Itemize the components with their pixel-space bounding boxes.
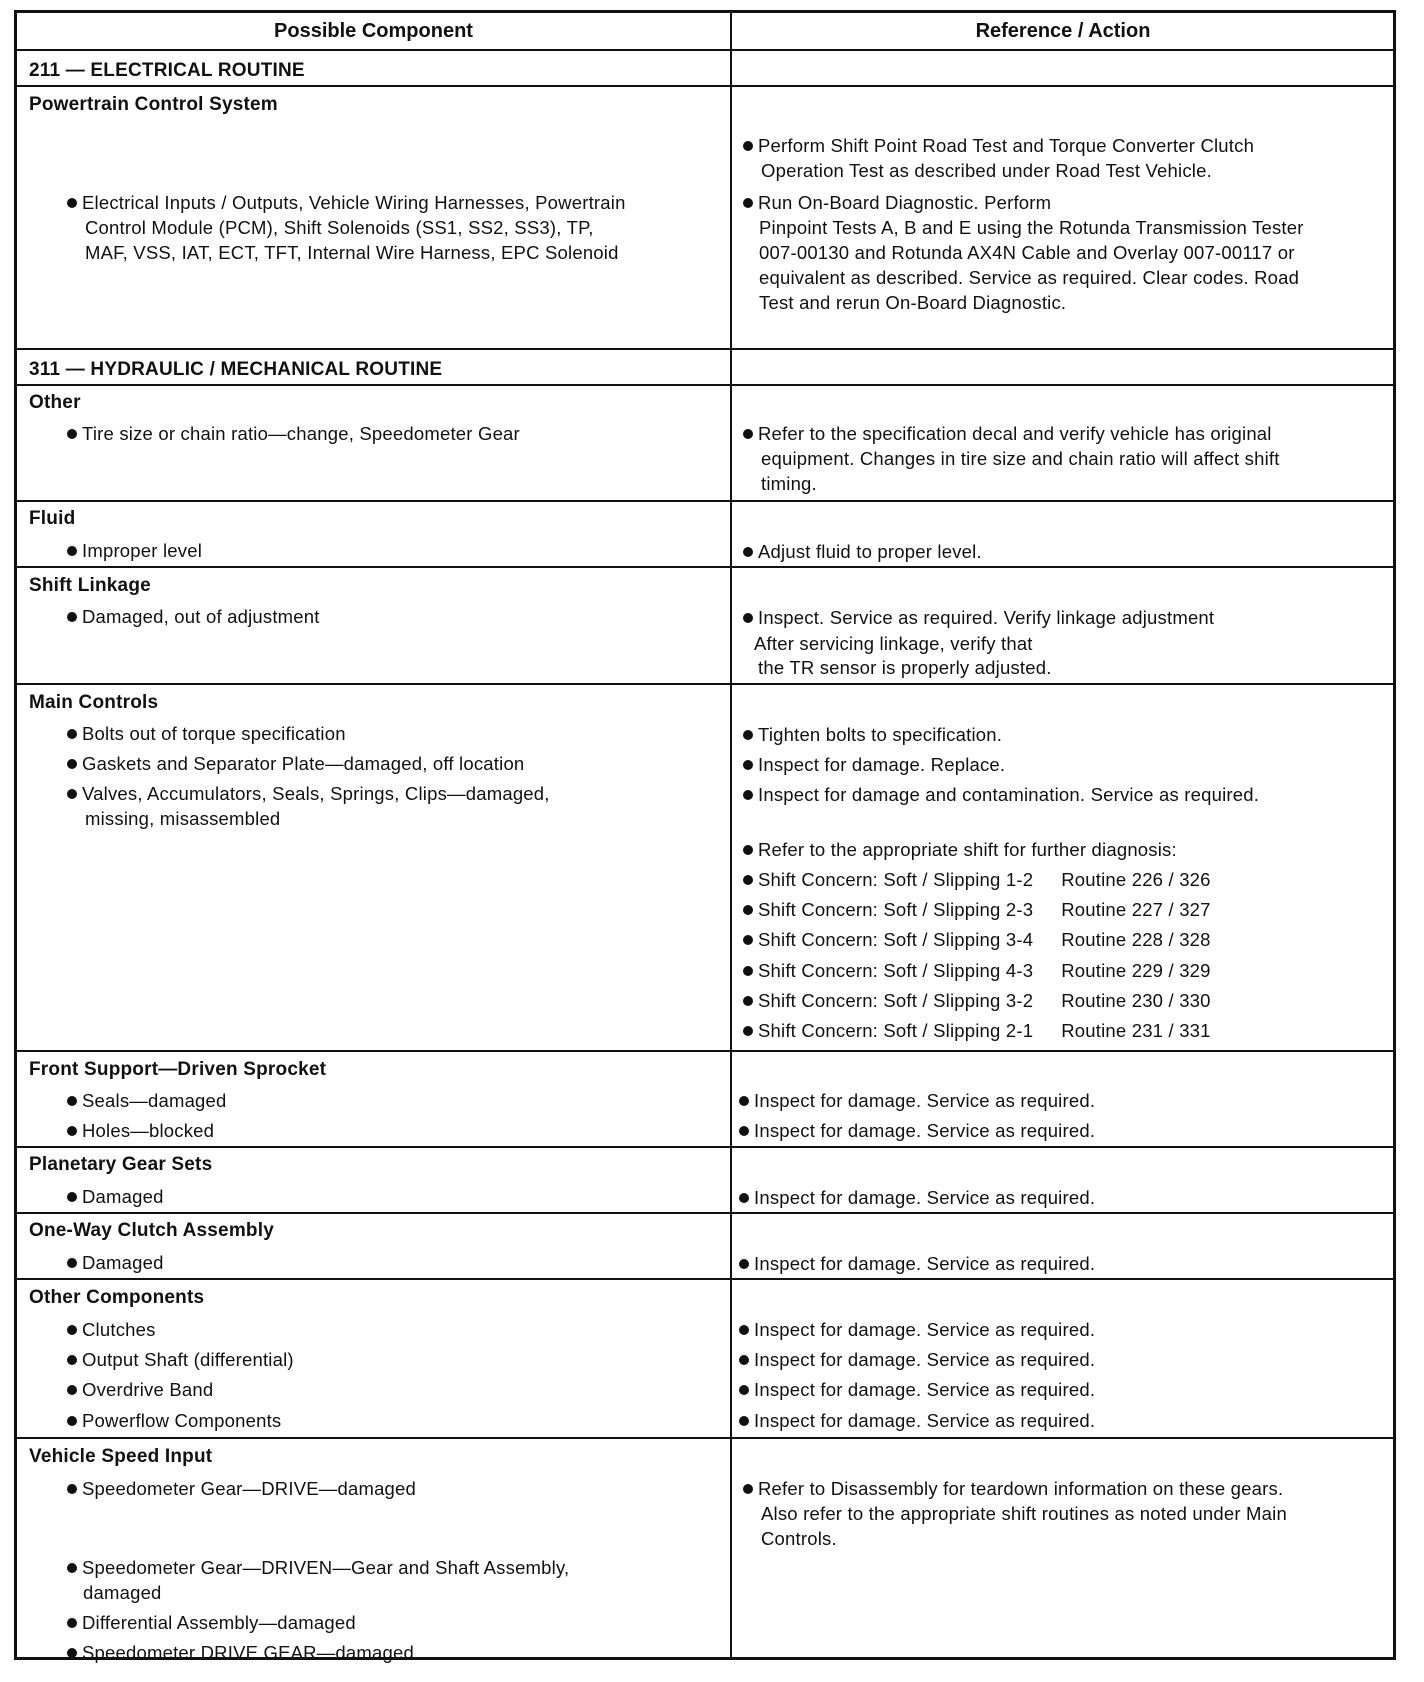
bullet-icon: [739, 1193, 749, 1203]
header-left: Possible Component: [274, 20, 473, 42]
bullet-icon: [743, 141, 753, 151]
row-powertrain: Powertrain Control System Electrical Inputs / Outputs, Vehicle Wiring Harnesses, Powertrain Control Module (PCM), Shift Solenoids (SS1, SS2, SS3), TP, MAF, VSS, IAT, ECT, TFT, Internal Wire Harness, EPC Solenoid Perform Shift Point Road Test and Torque Converter Clutch Operation Test as described under Road Test Vehicle. Run On-Board Diagnostic. Perform Pinpoint Tests A, B and E using the Rotunda Transmission Tester 007-00130 and Rotunda AX4N Cable and Overlay 007-00117 or equivalent as described. Service as required. Clear codes. Road Test and rerun On-Board Diagnostic.: [17, 85, 1393, 348]
list-item: Damaged, out of adjustment: [67, 604, 320, 629]
shift-routine-item: Shift Concern: Soft / Slipping 4-3 Routine 229 / 329: [743, 958, 1211, 983]
list-item: Improper level: [67, 538, 202, 563]
action-item: Adjust fluid to proper level.: [743, 539, 982, 564]
action-item: Refer to Disassembly for teardown information on these gears.: [743, 1476, 1283, 1501]
list-item: Powerflow Components: [67, 1408, 281, 1433]
bullet-icon: [739, 1355, 749, 1365]
bullet-icon: [743, 429, 753, 439]
bullet-icon: [743, 935, 753, 945]
bullet-icon: [743, 1484, 753, 1494]
section-title: 311 — HYDRAULIC / MECHANICAL ROUTINE: [29, 359, 443, 380]
action-item: Inspect. Service as required. Verify linkage adjustment: [743, 605, 1214, 630]
bullet-icon: [67, 1096, 77, 1106]
action-item: Inspect for damage. Service as required.: [739, 1118, 1095, 1143]
bullet-icon: [67, 429, 77, 439]
bullet-icon: [743, 198, 753, 208]
bullet-icon: [743, 875, 753, 885]
group-title: Planetary Gear Sets: [29, 1154, 213, 1175]
list-item: Electrical Inputs / Outputs, Vehicle Wiring Harnesses, Powertrain: [67, 190, 626, 215]
diagnosis-table: [14, 10, 1396, 1663]
table-header: [17, 13, 1393, 49]
bullet-icon: [67, 1126, 77, 1136]
section-title: 211 — ELECTRICAL ROUTINE: [29, 60, 305, 81]
row-main-controls: Main Controls Bolts out of torque specification Gaskets and Separator Plate—damaged, off location Valves, Accumulators, Seals, Springs, Clips—damaged, missing, misassembled Tighten bolts to specification. Inspect for damage. Replace. Inspect for damage and contamination. Service as required. Refer to the appropriate shift for further diagnosis: Shift Concern: Soft / Slipping 1-2 Routine 226 / 326 Shift Concern: Soft / Slipping 2-3 Routine 227 / 327 Shift Concern: Soft / Slipping 3-4 Routine 228 / 328 Shift Concern: Soft / Slipping 4-3 Routine 229 / 329 Shift Concern: Soft / Slipping 3-2 Routine 230 / 330 Shift Concern: Soft / Slipping 2-1 Routine 231 / 331: [17, 683, 1393, 1050]
bullet-icon: [67, 789, 77, 799]
bullet-icon: [67, 759, 77, 769]
bullet-icon: [743, 547, 753, 557]
row-front-support: [17, 1050, 1393, 1146]
row-other: Other Tire size or chain ratio—change, Speedometer Gear Refer to the specification decal and verify vehicle has original equipment. Changes in tire size and chain ratio will affect shift timing.: [17, 384, 1393, 500]
section-311: [17, 348, 1393, 384]
list-item: Holes—blocked: [67, 1118, 214, 1143]
shift-routine-item: Shift Concern: Soft / Slipping 2-1 Routine 231 / 331: [743, 1018, 1211, 1043]
action-item: Inspect for damage. Service as required.: [739, 1185, 1095, 1210]
group-title: Shift Linkage: [29, 575, 151, 596]
list-item: Tire size or chain ratio—change, Speedometer Gear: [67, 421, 520, 446]
bullet-icon: [739, 1325, 749, 1335]
row-fluid: [17, 500, 1393, 566]
row-one-way-clutch: [17, 1212, 1393, 1278]
list-item: Speedometer Gear—DRIVE—damaged: [67, 1476, 416, 1501]
list-item: Damaged: [67, 1250, 164, 1275]
bullet-icon: [67, 1355, 77, 1365]
group-title: Vehicle Speed Input: [29, 1446, 213, 1467]
bullet-icon: [743, 966, 753, 976]
shift-routine-item: Shift Concern: Soft / Slipping 3-4 Routine 228 / 328: [743, 927, 1211, 952]
action-item: Tighten bolts to specification.: [743, 722, 1002, 747]
bullet-icon: [67, 612, 77, 622]
list-item: Valves, Accumulators, Seals, Springs, Clips—damaged,: [67, 781, 550, 806]
group-title: Powertrain Control System: [29, 94, 278, 115]
bullet-icon: [743, 613, 753, 623]
list-item: Clutches: [67, 1317, 156, 1342]
action-item: Refer to the specification decal and verify vehicle has original: [743, 421, 1272, 446]
shift-routine-item: Shift Concern: Soft / Slipping 3-2 Routine 230 / 330: [743, 988, 1211, 1013]
shift-routine-item: Shift Concern: Soft / Slipping 1-2 Routine 226 / 326: [743, 867, 1211, 892]
list-item-cont: Control Module (PCM), Shift Solenoids (SS1, SS2, SS3), TP,: [85, 217, 594, 238]
list-item: Damaged: [67, 1184, 164, 1209]
bullet-icon: [743, 760, 753, 770]
action-item: Inspect for damage. Service as required.: [739, 1377, 1095, 1402]
bullet-icon: [67, 546, 77, 556]
row-shift-linkage: Shift Linkage Damaged, out of adjustment Inspect. Service as required. Verify linkage adjustment After servicing linkage, verify that the TR sensor is properly adjusted.: [17, 566, 1393, 683]
action-item: Inspect for damage. Service as required.: [739, 1088, 1095, 1113]
bullet-icon: [67, 1648, 77, 1658]
list-item: Speedometer DRIVE GEAR—damaged: [67, 1640, 414, 1665]
bullet-icon: [67, 1618, 77, 1628]
bullet-icon: [67, 1325, 77, 1335]
list-item: Seals—damaged: [67, 1088, 227, 1113]
bullet-icon: [739, 1096, 749, 1106]
row-planetary: [17, 1146, 1393, 1212]
bullet-icon: [67, 1192, 77, 1202]
action-item: Inspect for damage and contamination. Service as required.: [743, 782, 1259, 807]
group-title: Front Support—Driven Sprocket: [29, 1059, 327, 1080]
bullet-icon: [739, 1259, 749, 1269]
action-item: Refer to the appropriate shift for further diagnosis:: [743, 837, 1177, 862]
action-item: Inspect for damage. Service as required.: [739, 1347, 1095, 1372]
list-item: Gaskets and Separator Plate—damaged, off location: [67, 751, 524, 776]
bullet-icon: [67, 729, 77, 739]
bullet-icon: [739, 1385, 749, 1395]
action-item: Inspect for damage. Service as required.: [739, 1251, 1095, 1276]
group-title: Main Controls: [29, 692, 159, 713]
bullet-icon: [739, 1126, 749, 1136]
bullet-icon: [67, 1258, 77, 1268]
row-other-components: [17, 1278, 1393, 1437]
bullet-icon: [743, 730, 753, 740]
row-vehicle-speed-input: Vehicle Speed Input Speedometer Gear—DRIVE—damaged Speedometer Gear—DRIVEN—Gear and Shaft Assembly, damaged Differential Assembly—damaged Speedometer DRIVE GEAR—damaged Refer to Disassembly for teardown information on these gears. Also refer to the appropriate shift routines as noted under Main Controls.: [17, 1437, 1393, 1660]
bullet-icon: [743, 996, 753, 1006]
group-title: Fluid: [29, 508, 76, 529]
list-item: Overdrive Band: [67, 1377, 213, 1402]
header-right: Reference / Action: [975, 20, 1151, 42]
bullet-icon: [67, 1484, 77, 1494]
bullet-icon: [67, 1563, 77, 1573]
list-item-cont: MAF, VSS, IAT, ECT, TFT, Internal Wire Harness, EPC Solenoid: [85, 242, 619, 263]
list-item: Speedometer Gear—DRIVEN—Gear and Shaft Assembly,: [67, 1555, 569, 1580]
list-item: Output Shaft (differential): [67, 1347, 294, 1372]
bullet-icon: [67, 1416, 77, 1426]
action-item: Inspect for damage. Service as required.: [739, 1408, 1095, 1433]
bullet-icon: [743, 845, 753, 855]
bullet-icon: [743, 905, 753, 915]
group-title: One-Way Clutch Assembly: [29, 1220, 274, 1241]
shift-routine-item: Shift Concern: Soft / Slipping 2-3 Routine 227 / 327: [743, 897, 1211, 922]
bullet-icon: [739, 1416, 749, 1426]
action-item: Inspect for damage. Replace.: [743, 752, 1005, 777]
action-item: Inspect for damage. Service as required.: [739, 1317, 1095, 1342]
section-211: [17, 49, 1393, 85]
bullet-icon: [743, 1026, 753, 1036]
action-item: Perform Shift Point Road Test and Torque Converter Clutch: [743, 133, 1254, 158]
group-title: Other: [29, 392, 81, 413]
bullet-icon: [67, 198, 77, 208]
list-item: Differential Assembly—damaged: [67, 1610, 356, 1635]
bullet-icon: [67, 1385, 77, 1395]
list-item: Bolts out of torque specification: [67, 721, 346, 746]
bullet-icon: [743, 790, 753, 800]
action-item: Run On-Board Diagnostic. Perform: [743, 190, 1051, 215]
group-title: Other Components: [29, 1287, 205, 1308]
